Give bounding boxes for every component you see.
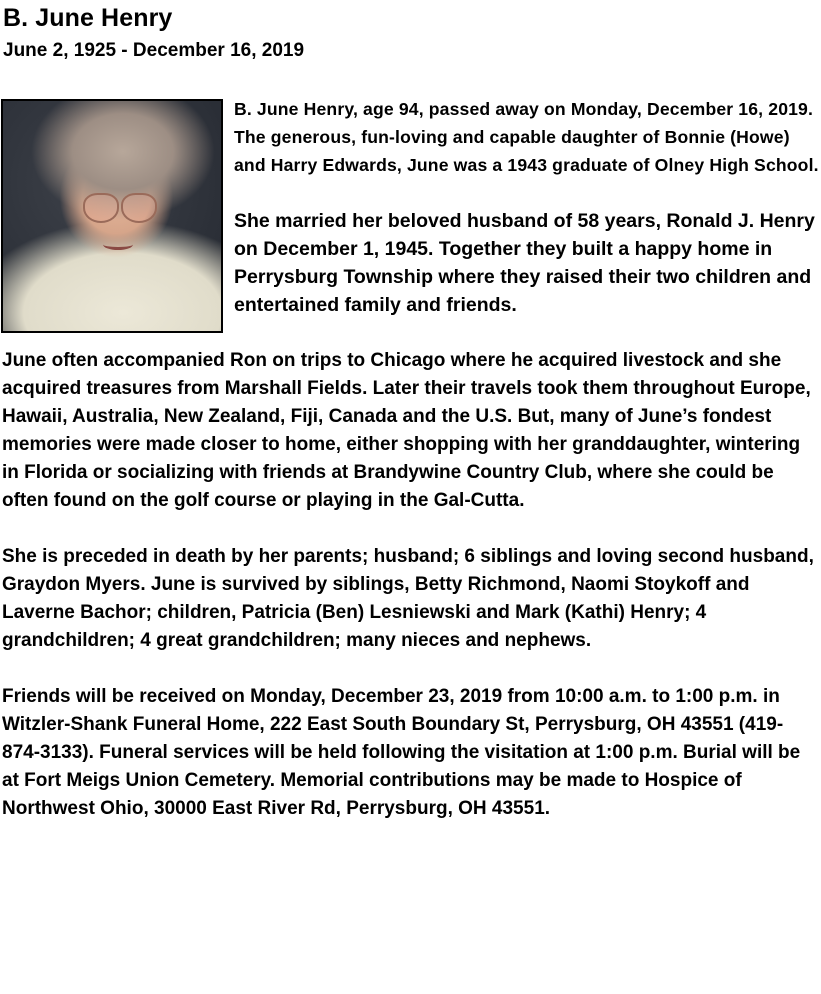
obituary-name-title: B. June Henry (3, 4, 173, 32)
paragraph-travels: June often accompanied Ron on trips to Chicago where he acquired livestock and she acquired treasures from Marshall Fields. Later their travels took them throughout Europe, Hawaii, Australia, New Zealand, Fiji, Canada and the U.S. But, many of June’s fondest memories were made closer to home, either shopping with her granddaughter, wintering in Florida or socializing with friends at Brandywine Country Club, where she could be often found on the golf course or playing in the Gal-Cutta. (2, 350, 811, 511)
paragraph-services: Friends will be received on Monday, December 23, 2019 from 10:00 a.m. to 1:00 p.m. in Witzler-Shank Funeral Home, 222 East South Boundary St, Perrysburg, OH 43551 (419-874-3133). Funeral services will be held following the visitation at 1:00 p.m. Burial will be at Fort Meigs Union Cemetery. Memorial contributions may be made to Hospice of Northwest Ohio, 30000 East River Rd, Perrysburg, OH 43551. (2, 686, 801, 819)
life-dates: June 2, 1925 - December 16, 2019 (3, 40, 305, 61)
portrait-photo (1, 99, 223, 333)
paragraph-marriage: She married her beloved husband of 58 years, Ronald J. Henry on December 1, 1945. Together they built a happy home in Perrysburg Township where they raised their two children and entertained family and friends. (234, 210, 815, 316)
paragraph-family: She is preceded in death by her parents; husband; 6 siblings and loving second husband, Graydon Myers. June is survived by siblings, Betty Richmond, Naomi Stoykoff and Laverne Bachor; children, Patricia (Ben) Lesniewski and Mark (Kathi) Henry; 4 grandchildren; 4 great grandchildren; many nieces and nephews. (2, 546, 814, 651)
glasses-left-lens (83, 193, 119, 223)
obituary-body (2, 95, 819, 851)
smile (103, 239, 133, 250)
paragraph-intro: B. June Henry, age 94, passed away on Monday, December 16, 2019. The generous, fun-loving and capable daughter of Bonnie (Howe) and Harry Edwards, June was a 1943 graduate of Olney High School. (234, 99, 819, 175)
glasses-right-lens (121, 193, 157, 223)
